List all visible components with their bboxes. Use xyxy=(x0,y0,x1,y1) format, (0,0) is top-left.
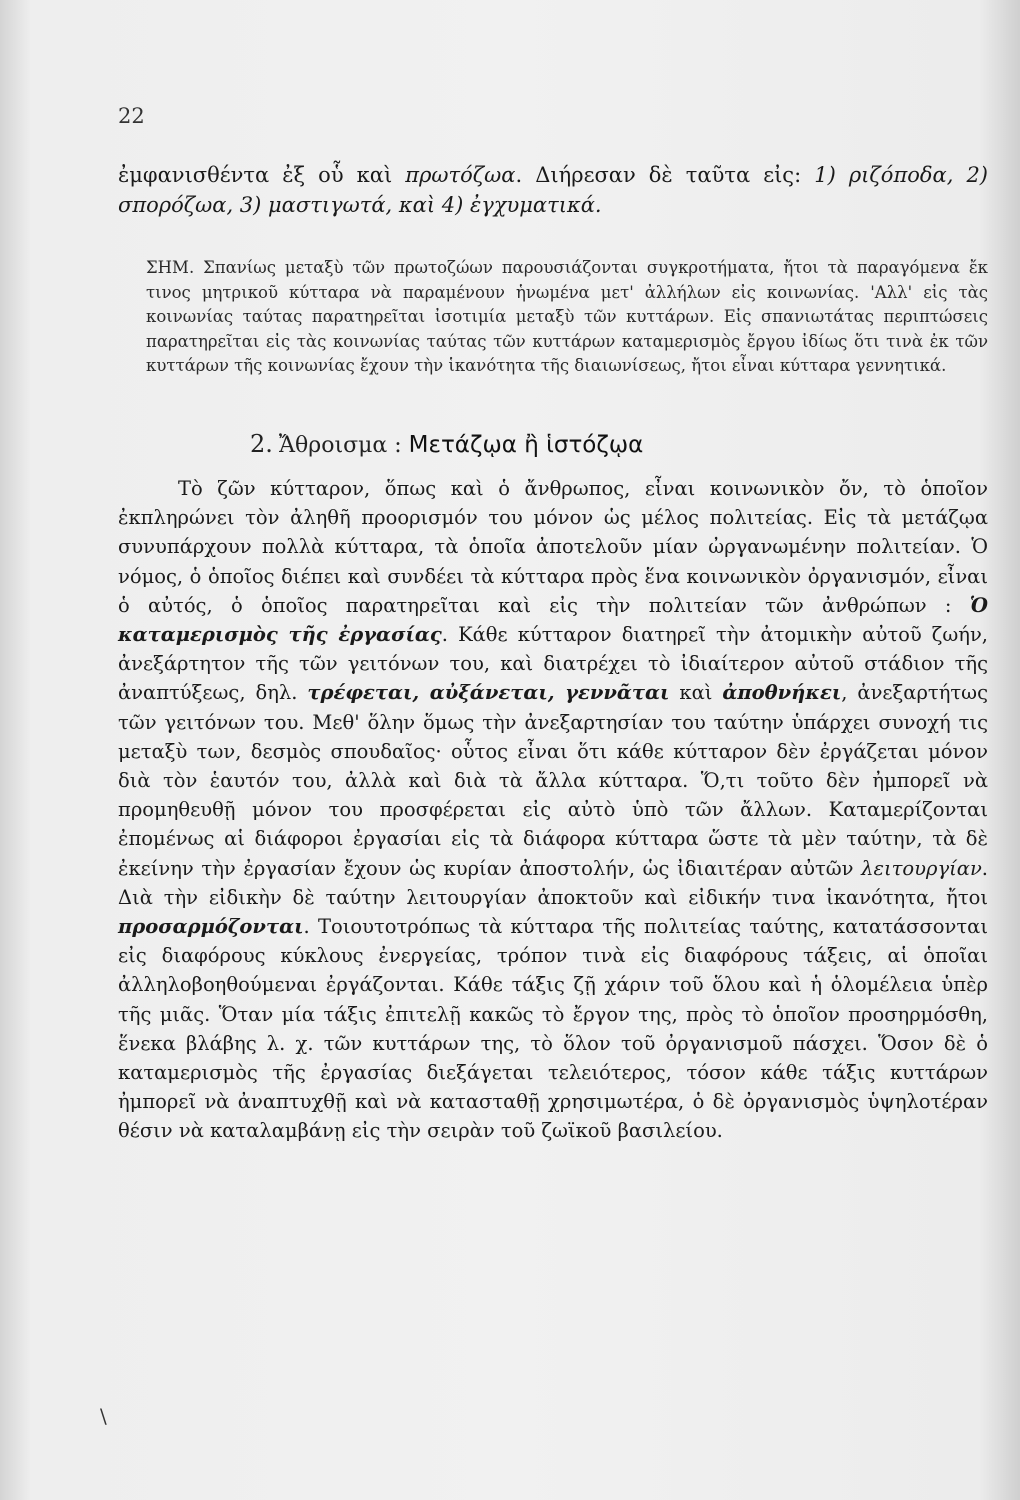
note-text: ΣΗΜ. Σπανίως μεταξὺ τῶν πρωτοζώων παρουσιάζονται συγκροτήματα, ἤτοι τὰ παραγόμενα ἔκ τινος μητρικοῦ κύτταρα νὰ παραμένουν ἡνωμένα μετ' ἀλλήλων εἰς κοινωνίας. 'Αλλ' εἰς τὰς κοινωνίας ταύτας παρατηρεῖται ἰσοτιμία μεταξὺ τῶν κυττάρων. Εἰς σπανιωτάτας περιπτώσεις παρατηρεῖται εἰς τὰς κοινωνίας ταύτας τῶν κυττάρων καταμερισμὸς ἔργου ἰδίως ὅτι τινὰ ἐκ τῶν κυττάρων τῆς κοινωνίας ἔχουν τὴν ἱκανότητα τῆς διαιωνίσεως, ἤτοι εἶναι κύτταρα γεννητικά. xyxy=(146,258,988,375)
term-life-functions: τρέφεται, αὐξάνεται, γεννᾶται xyxy=(307,681,670,705)
note-paragraph xyxy=(118,256,988,379)
section-title: Μετάζῳα ἢ ἱστόζῳα xyxy=(408,432,644,458)
main-text-5: . Διὰ τὴν εἰδικὴν δὲ ταύτην λειτουργίαν ἀποκτοῦν καὶ εἰδικήν τινα ἱκανότητα, ἤτοι xyxy=(118,856,988,909)
intro-paragraph xyxy=(118,160,988,220)
page-number: 22 xyxy=(118,104,145,128)
term-function: λειτουργίαν xyxy=(861,856,982,880)
section-number: 2. xyxy=(250,430,273,458)
main-text-1: Τὸ ζῶν κύτταρον, ὅπως καὶ ὁ ἄνθρωπος, εἶναι κοινωνικὸν ὄν, τὸ ὁποῖον ἐκπληρώνει τὸν ἀληθῆ προορισμόν του μόνον ὡς μέλος πολιτείας. Εἰς τὰ μετάζῳα συνυπάρχουν πολλὰ κύτταρα, τὰ ὁποῖα ἀποτελοῦν μίαν ὠργανωμένην πολιτείαν. Ὁ νόμος, ὁ ὁποῖος διέπει καὶ συνδέει τὰ κύτταρα πρὸς ἕνα κοινωνικὸν ὀργανισμόν, εἶναι ὁ αὐτός, ὁ ὁποῖος παρατηρεῖται καὶ εἰς τὴν πολιτείαν τῶν ἀνθρώπων : xyxy=(118,477,988,617)
term-division-of-labor: Ὁ καταμερισμὸς τῆς ἐργασίας xyxy=(118,593,988,647)
term-adapt: προσαρμόζονται xyxy=(118,915,304,939)
section-heading xyxy=(250,430,643,458)
intro-term-protozoa: πρωτόζωα xyxy=(405,163,516,187)
intro-text-1: ἐμφανισθέντα ἐξ οὗ καὶ xyxy=(118,163,406,187)
main-text-3: καὶ xyxy=(669,681,723,705)
main-text-6: . Τοιουτοτρόπως τὰ κύτταρα τῆς πολιτείας ταύτης, κατατάσσονται εἰς διαφόρους κύκλους ἐνεργείας, τρόπον τινὰ εἰς διαφόρους τάξεις, αἱ ὁποῖαι ἀλληλοβοηθούμεναι ἐργάζονται. Κάθε τάξις ζῇ χάριν τοῦ ὅλου καὶ ἡ ὁλομέλεια ὑπὲρ τῆς μιᾶς. Ὅταν μία τάξις ἐπιτελῇ κακῶς τὸ ἔργον της, πρὸς τὸ ὁποῖον προσηρμόσθη, ἕνεκα βλάβης λ. χ. τῶν κυττάρων της, τὸ ὅλον τοῦ ὀργανισμοῦ πάσχει. Ὅσον δὲ ὁ καταμερισμὸς τῆς ἐργασίας διεξάγεται τελειότερος, τόσον κάθε τάξις κυττάρων ἠμπορεῖ νὰ ἀναπτυχθῇ καὶ νὰ κατασταθῇ χρησιμωτέρα, ὁ δὲ ὀργανισμὸς ὑψηλοτέραν θέσιν νὰ καταλαμβάνῃ εἰς τὴν σειρὰν τοῦ ζωϊκοῦ βασιλείου. xyxy=(118,915,988,1143)
main-text-4: , ἀνεξαρτήτως τῶν γειτόνων του. Μεθ' ὅλην ὅμως τὴν ἀνεξαρτησίαν του ταύτην ὑπάρχει συνοχή τις μεταξὺ των, δεσμὸς σπουδαῖος· οὗτος εἶναι ὅτι κάθε κύτταρον δὲν ἐργάζεται μόνον διὰ τὸν ἑαυτόν του, ἀλλὰ καὶ διὰ τὰ ἄλλα κύτταρα. Ὅ,τι τοῦτο δὲν ἠμπορεῖ νὰ προμηθευθῇ μόνον του προσφέρεται εἰς αὐτὸ ὑπὸ τῶν ἄλλων. Καταμερίζονται ἐπομένως αἱ διάφοροι ἐργασίαι εἰς τὰ διάφορα κύτταρα ὥστε τὰ μὲν ταύτην, τὰ δὲ ἐκείνην τὴν ἐργασίαν ἔχουν ὡς κυρίαν ἀποστολήν, ὡς ἰδιαιτέραν αὐτῶν xyxy=(118,681,988,880)
margin-mark: \ xyxy=(100,1404,107,1428)
term-dies: ἀποθνήκει xyxy=(722,681,842,705)
main-paragraph-text xyxy=(118,474,988,1146)
main-paragraph xyxy=(118,474,988,1146)
intro-text-2: . Διήρεσαν δὲ ταῦτα εἰς: xyxy=(515,163,815,187)
section-label: Ἄθροισμα : xyxy=(278,433,409,458)
main-text-2: . Κάθε κύτταρον διατηρεῖ τὴν ἀτομικὴν αὐτοῦ ζωήν, ἀνεξάρτητον τῆς τῶν γειτόνων του, καὶ διατρέχει τὸ ἰδιαίτερον αὐτοῦ στάδιον τῆς ἀναπτύξεως, δηλ. xyxy=(118,623,989,705)
intro-classes-list: 1) ριζόποδα, 2) σπορόζωα, 3) μαστιγωτά, καὶ 4) ἐγχυματικά. xyxy=(118,163,989,217)
